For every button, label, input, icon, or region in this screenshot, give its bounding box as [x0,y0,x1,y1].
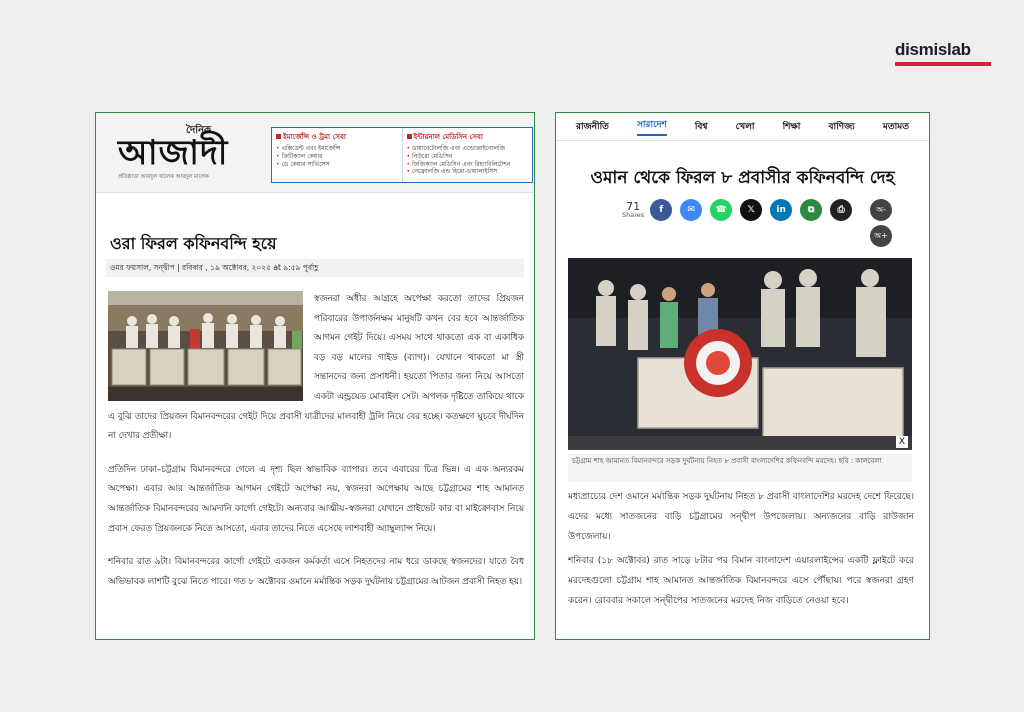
messenger-share-button[interactable] [680,199,702,221]
close-ad-button[interactable]: X [896,436,908,448]
whatsapp-icon: ☎ [715,205,727,215]
share-count: 71 [626,200,641,214]
masthead-tagline: প্রতিষ্ঠাতা আবদুল খালেক আবদুল মালেক [118,174,209,180]
linkedin-share-button[interactable] [770,199,792,221]
ad-item: • ফিজিক্যাল মেডিসিন এবং রিহ্যাবিলিটেশন [407,161,529,169]
photo-spacer [108,290,314,406]
article-headline: ওমান থেকে ফিরল ৮ প্রবাসীর কফিনবন্দি দেহ [590,168,895,188]
nav-item-opinion[interactable]: মতামত [882,122,909,132]
right-article-panel [555,112,930,640]
photo-caption: চট্টগ্রাম শাহ আমানত বিমানবন্দরে সড়ক দুর্ঘটনায় নিহত ৮ প্রবাসী বাংলাদেশির কফিনবন্দি মরদেহ। ছবি : কালবেলা [568,454,912,482]
x-share-button[interactable] [740,199,762,221]
ad-item: • নিউরো মেডিসিন [407,153,529,161]
article-paragraph: স্বজনরা অধীর আগ্রহে অপেক্ষা করতো তাদের প্রিয়জন পরিবারের উপার্জনক্ষম মানুষটি কখন বের হবে আন্তর্জাতিক আগমন গেইট দিয়ে। এসময় সাথে থাকতো এক বা একাধিক বড় বড় মালের গাইড (ব্যাগ)। যেখানে থাকতো মা স্ত্রী সন্তানদের জন্য প্রসাধনী। হয়তো পিতার জন্য নিয়ে আসতো একটা এন্ড্রয়েড মোবাইল সেট। অপলক দৃষ্টিতে তাকিয়ে থাকে এ বুঝি তাদের প্রিয়জন বিমানবন্দরের গেইট দিয়ে প্রবাসী যাত্রীদের মালবাহী ট্রলি নিয়ে বের হচ্ছে। কতক্ষণে ঘুচবে দীর্ঘদিন না দেখার প্রতীক্ষা। [108,294,524,442]
brand-underline [895,62,991,66]
article-paragraph: শনিবার (১৮ অক্টোবর) রাত সাড়ে ৮টার পর বিমান বাংলাদেশ এয়ারলাইন্সের একটি ফ্লাইটে করে মরদেহগুলো চট্টগ্রাম শাহ আমানত আন্তর্জাতিক বিমানবন্দরে এসে পৌঁছায়। পরে স্বজনরা গ্রহণ করেন। রোববার সকালে সন্দ্বীপের সাতজনের মরদেহ নিজ বাড়িতে নেওয়া হবে। [568,556,914,606]
facebook-share-button[interactable] [650,199,672,221]
nav-item-sports[interactable]: খেলা [735,122,755,132]
masthead-name[interactable]: আজাদী [118,133,229,173]
brand-name: dismislab [895,40,971,59]
nav-item-politics[interactable]: রাজনীতি [576,122,609,132]
ad-column-1 [272,128,402,182]
nav-item-business[interactable]: বাণিজ্য [828,122,855,132]
ad-heading-2: ইন্টারনাল মেডিসিন সেবা [413,133,483,141]
ad-column-2 [402,128,533,182]
category-nav [556,113,929,141]
article-byline: ওমর ফয়সাল, সন্দ্বীপ | রবিবার , ১৯ অক্টোবর, ২০২৫ at ৯:৫৯ পূর্বাহ্ণ [106,259,524,277]
article-body [568,487,914,615]
nav-item-country[interactable]: সারাদেশ [637,117,667,136]
font-increase-button[interactable]: অ+ [870,225,892,247]
nav-item-world[interactable]: বিশ্ব [694,122,708,132]
newspaper-masthead [96,113,534,193]
ad-heading-1: ইমার্জেন্সি ও ট্রমা সেবা [283,133,346,141]
article-headline: ওরা ফিরল কফিনবন্দি হয়ে [110,234,277,253]
ad-item: • ডায়াবেটোলজি এবং এন্ডোক্রাইনোলজি [407,145,529,153]
messenger-icon: ✉ [687,205,695,215]
font-size-controls [870,199,892,251]
nav-item-education[interactable]: শিক্ষা [782,122,801,132]
ad-item: • নেফ্রোলজি এন্ড হিমো-ডায়ালাইসিস [407,168,529,176]
article-paragraph: প্রতিদিন ঢাকা–চট্টগ্রাম বিমানবন্দরে গেলে এ দৃশ্য ছিল স্বাভাবিক ব্যাপার। তবে এবারের চিত্র ভিন্ন। এ এক অন্যরকম অপেক্ষা। এবার আর আন্তর্জাতিক আগমন গেইটে অপেক্ষা নয়, স্বজনরা অপেক্ষায় আছে চট্টগ্রামের শাহ আমানত আন্তর্জাতিক বিমানবন্দরের আমদানি কার্গো গেইটে। অন্যবার আত্মীয়–স্বজনরা যেখানে প্রাইভেট কার বা মাইক্রোবাস নিয়ে প্রবাস ফেরত প্রিয়জনকে নিতে আসতো, এবার তাদের নিতে এসেছে লাশবাহী অ্যাম্বুল্যান্স নিয়ে। [108,464,524,534]
article-body [108,290,524,606]
share-label: Shares [622,211,645,220]
copy-link-button[interactable] [800,199,822,221]
print-icon: ⎙ [837,205,845,215]
bullet-square-icon [276,134,281,139]
airport-coffins-photo [568,258,912,450]
left-article-panel [95,112,535,640]
hospital-ad-banner[interactable] [271,127,533,183]
bullet-square-icon [407,134,412,139]
ad-item: • এক্সিডেন্ট এবং ইমার্জেন্সি [276,145,398,153]
facebook-icon: f [659,205,664,215]
article-paragraph: মধ্যপ্রাচ্যের দেশ ওমানে মর্মান্তিক সড়ক দুর্ঘটনায় নিহত ৮ প্রবাসী বাংলাদেশির মরদেহ দেশে ফিরেছে। এদের মধ্যে সাতজনের বাড়ি চট্টগ্রামের সন্দ্বীপ উপজেলায়। অন্যজনের বাড়ি রাউজান উপজেলায়। [568,492,914,542]
ad-item: • ক্রিটিক্যাল কেয়ার [276,153,398,161]
ad-item: • ডে কেয়ার সার্ভিসেস [276,161,398,169]
share-bar [622,199,860,221]
share-counter [622,201,644,219]
article-paragraph: শনিবার রাত ৯টা। বিমানবন্দরের কার্গো গেইটে একজন কর্মকর্তা এসে নিহতদের নাম ধরে ডাকছে স্বজনদের। যাতে বৈধ অভিভাবক লাশটি বুঝে নিতে পারে। গত ৮ অক্টোবর ওমানে মর্মান্তিক সড়ক দুর্ঘটনায় চট্টগ্রামের আটজন প্রবাসী নিহত হয়। [108,557,524,587]
dismislab-logo [895,40,995,66]
copy-icon: ⧉ [807,205,815,215]
masthead-supertitle: দৈনিক [186,125,212,136]
linkedin-icon: in [776,205,786,215]
print-button[interactable] [830,199,852,221]
font-decrease-button[interactable]: অ- [870,199,892,221]
article-photo [568,258,912,450]
whatsapp-share-button[interactable] [710,199,732,221]
x-icon: 𝕏 [747,205,755,215]
